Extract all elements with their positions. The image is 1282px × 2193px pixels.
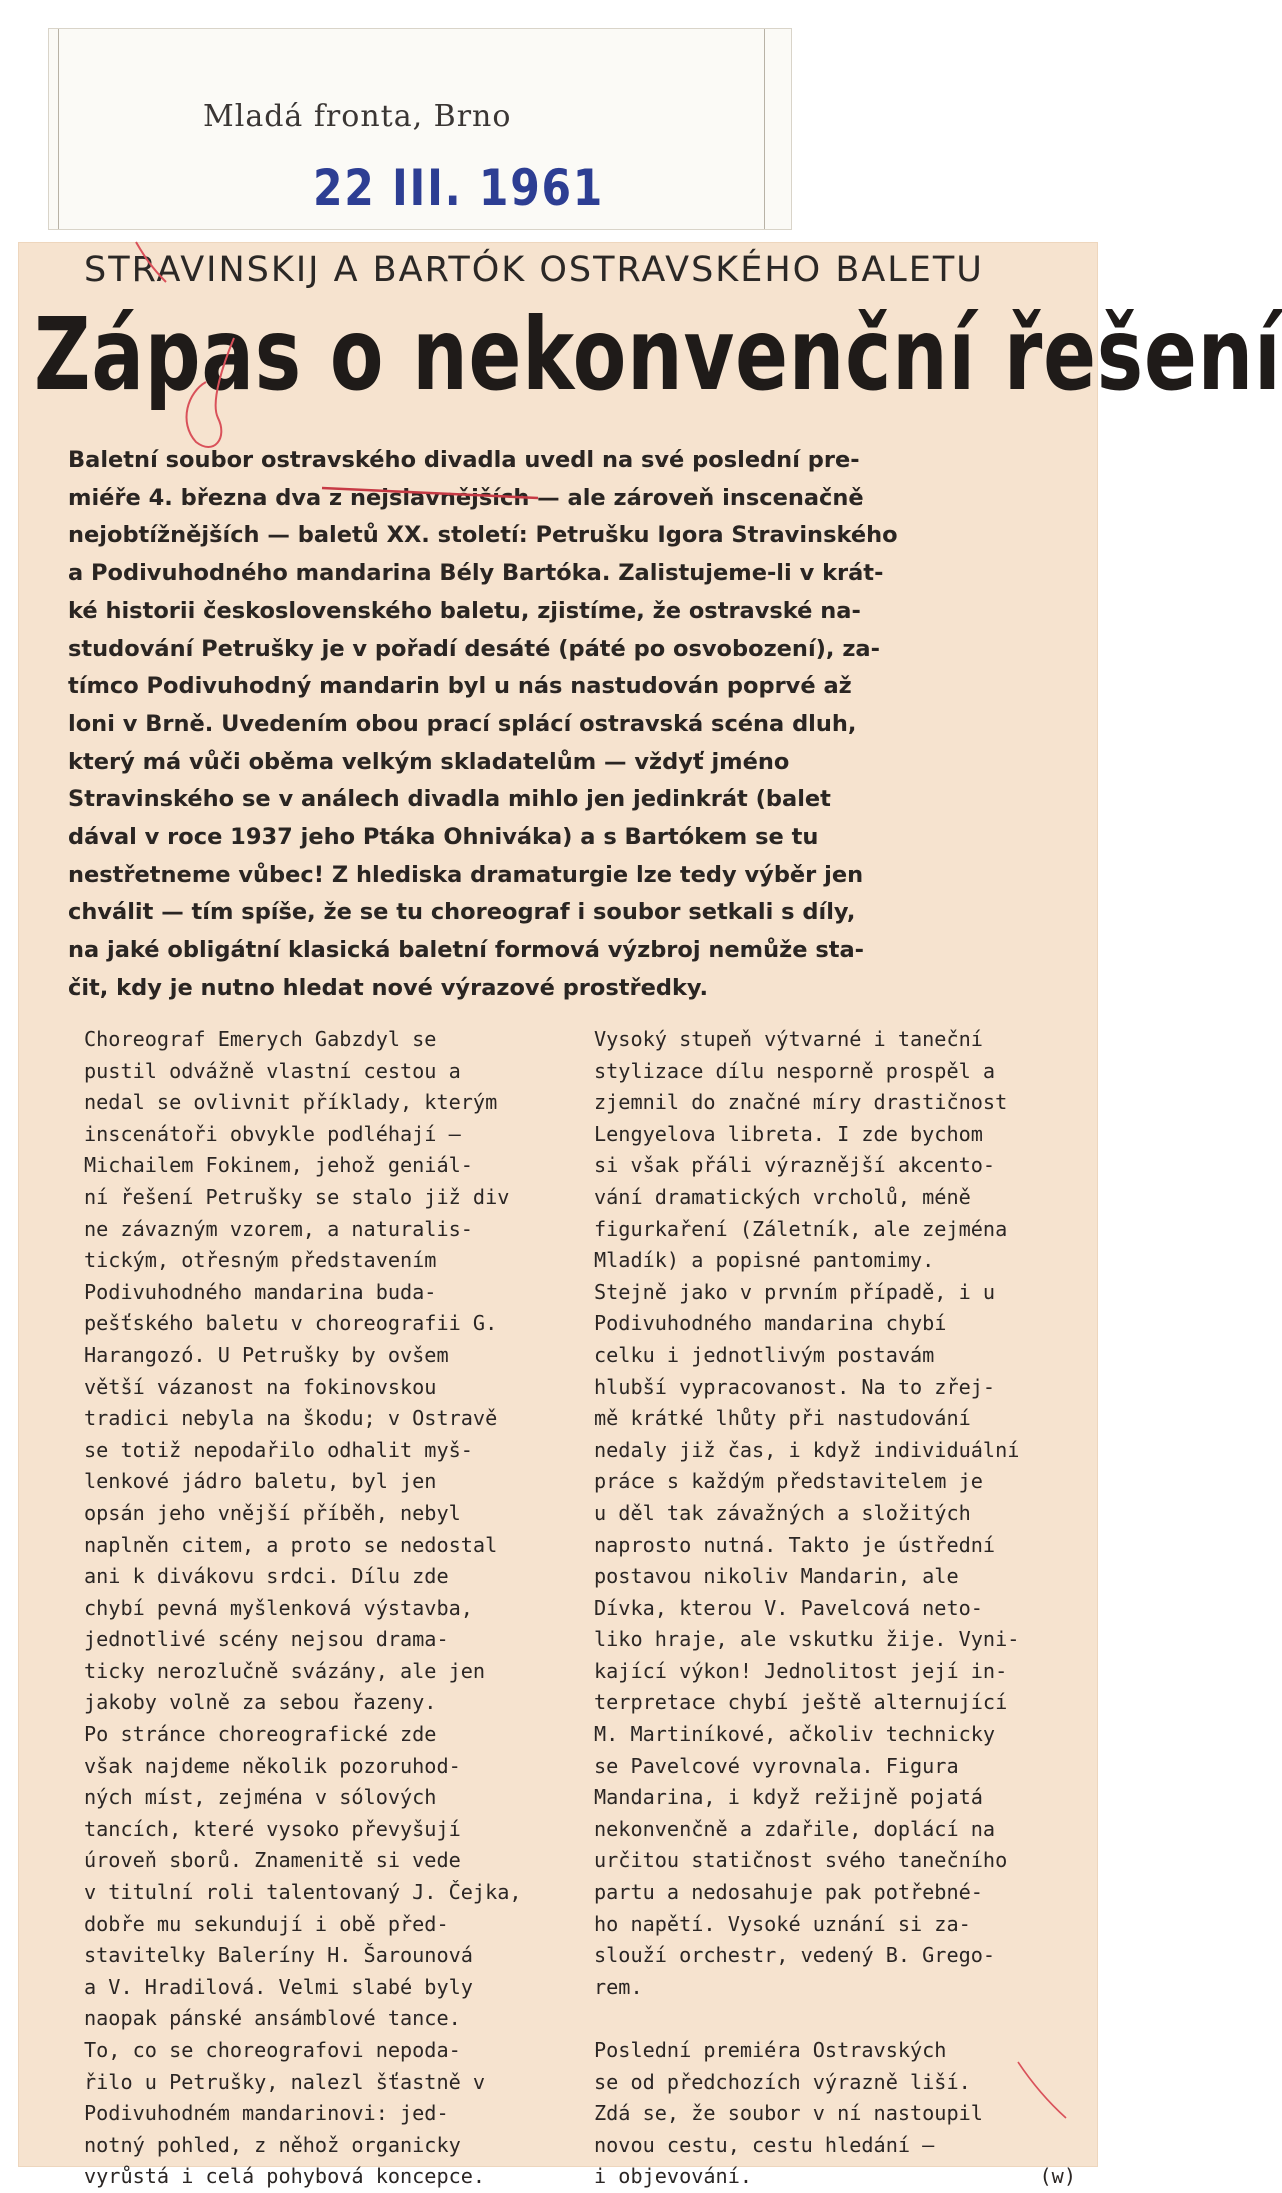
article-lead [68,442,1068,1008]
body-line: celku i jednotlivým postavám [594,1342,935,1367]
newspaper-clipping [18,242,1282,2189]
lead-line: nestřetneme vůbec! Z hlediska dramaturgie lze tedy výběr jen [68,861,864,888]
body-line: Michailem Fokinem, jehož geniál- [84,1153,473,1178]
lead-line: chválit — tím spíše, že se tu choreograf i soubor setkali s díly, [68,899,856,926]
body-line: Mladík) a popisné pantomimy. [594,1248,935,1273]
body-line: Poslední premiéra Ostravských [594,2038,947,2062]
body-line: Podivuhodného mandarina chybí [594,1311,947,1336]
body-line: opsán jeho vnější příběh, nebyl [84,1500,461,1525]
body-line: nedal se ovlivnit příklady, kterým [84,1090,498,1115]
article-column-left [84,1024,560,2193]
lead-line: miéře 4. března dva z nejslavnějších — ale zároveň inscenačně [68,484,864,511]
body-line: určitou statičnost svého tanečního [594,1848,1008,1873]
body-line: stavitelky Baleríny H. Šarounová [84,1943,473,1968]
lead-line: Baletní soubor ostravského divadla uvedl na své poslední pre- [68,447,860,473]
body-line: však najdeme několik pozoruhod- [84,1753,461,1778]
body-line: ticky nerozlučně svázány, ale jen [84,1658,486,1683]
body-line: vání dramatických vrcholů, méně [594,1184,971,1209]
body-line: dobře mu sekundují i obě před- [84,1911,449,1936]
body-line: se totiž nepodařilo odhalit myš- [84,1437,473,1462]
card-rule-left [58,29,59,229]
body-line: si však přáli výraznější akcento- [594,1153,996,1178]
body-line: nedaly již čas, i když individuální [594,1437,1020,1462]
body-line: naplněn citem, a proto se nedostal [84,1532,498,1557]
body-line: chybí pevná myšlenková výstavba, [84,1595,473,1620]
body-line: inscenátoři obvykle podléhají — [84,1121,461,1146]
lead-line: ké historii československého baletu, zjistíme, že ostravské na- [68,597,861,624]
source-label-card [48,28,792,230]
body-line: stylizace dílu nesporně prospěl a [594,1058,996,1083]
body-line: Stejně jako v prvním případě, i u [594,1279,996,1304]
body-line [594,2003,1076,2035]
article-kicker: STRAVINSKIJ A BARTÓK OSTRAVSKÉHO BALETU [84,250,984,290]
body-line: jednotlivé scény nejsou drama- [84,1627,449,1652]
body-line: M. Martiníkové, ačkoliv technicky [594,1722,996,1747]
body-line: kající výkon! Jednolitost její in- [594,1658,1008,1683]
lead-line: Stravinského se v análech divadla mihlo jen jedinkrát (balet [68,786,831,813]
lead-line: tímco Podivuhodný mandarin byl u nás nastudován poprvé až [68,673,852,700]
article-column-right [594,1024,1076,2193]
body-line: figurkaření (Záletník, ale zejména [594,1216,1008,1241]
card-rule-right [764,29,765,229]
body-line: naopak pánské ansámblové tance. [84,2006,461,2031]
lead-line: dával v roce 1937 jeho Ptáka Ohniváka) a s Bartókem se tu [68,824,819,851]
body-line: Mandarina, i když režijně pojatá [594,1785,983,1810]
body-line: vyrůstá i celá pohybová koncepce. [84,2164,486,2189]
body-line: jakoby volně za sebou řazeny. [84,1690,437,1715]
body-line: ani k divákovu srdci. Dílu zde [84,1564,449,1589]
body-line: Podivuhodném mandarinovi: jed- [84,2101,449,2126]
body-line: i objevování. (w) [594,2161,1076,2193]
body-line: ných míst, zejména v sólových [84,1785,437,1810]
body-line: pustil odvážně vlastní cestou a [84,1058,461,1083]
publication-name: Mladá fronta, Brno [203,99,512,134]
body-line: ho napětí. Vysoké uznání si za- [594,1911,971,1936]
body-line: ní řešení Petrušky se stalo již div [84,1184,510,1209]
body-line: partu a nedosahuje pak potřebné- [594,1880,983,1905]
body-line: a V. Hradilová. Velmi slabé byly [84,1974,473,1999]
body-line: Choreograf Emerych Gabzdyl se [84,1027,437,1051]
body-line: postavou nikoliv Mandarin, ale [594,1564,959,1589]
lead-line: a Podivuhodného mandarina Bély Bartóka. Zalistujeme-li v krát- [68,560,884,587]
lead-line: studování Petrušky je v pořadí desáté (páté po osvobození), za- [68,635,880,662]
lead-line: čit, kdy je nutno hledat nové výrazové prostředky. [68,974,709,1001]
body-line: liko hraje, ale vskutku žije. Vyni- [594,1627,1020,1652]
date-stamp: 22 III. 1961 [313,159,605,217]
author-signature: (w) [1039,2164,1076,2189]
body-line: terpretace chybí ještě alternující [594,1690,1008,1715]
body-line: slouží orchestr, vedený B. Grego- [594,1943,996,1968]
body-line: rem. [594,1974,643,1999]
body-line: Podivuhodného mandarina buda- [84,1279,437,1304]
lead-line: nejobtížnějších — baletů XX. století: Petrušku Igora Stravinského [68,522,898,549]
body-line: se od předchozích výrazně liší. [594,2069,971,2094]
lead-line: loni v Brně. Uvedením obou prací splácí ostravská scéna dluh, [68,710,857,737]
body-line: tradici nebyla na škodu; v Ostravě [84,1406,498,1431]
lead-line: který má vůči oběma velkým skladatelům — vždyť jméno [68,748,790,775]
body-line: novou cestu, cestu hledání — [594,2132,935,2157]
lead-line: na jaké obligátní klasická baletní formová výzbroj nemůže sta- [68,937,865,964]
body-line: ne závazným vzorem, a naturalis- [84,1216,473,1241]
body-line: se Pavelcové vyrovnala. Figura [594,1753,959,1778]
body-line: práce s každým představitelem je [594,1469,983,1494]
body-line: pešťského baletu v choreografii G. [84,1311,498,1336]
body-line: větší vázanost na fokinovskou [84,1374,437,1399]
body-line: nekonvenčně a zdařile, doplácí na [594,1816,996,1841]
body-line: v titulní roli talentovaný J. Čejka, [84,1880,522,1905]
body-line: hlubší vypracovanost. Na to zřej- [594,1374,996,1399]
body-line: u děl tak závažných a složitých [594,1500,971,1525]
body-line: naprosto nutná. Takto je ústřední [594,1532,996,1557]
body-line: Zdá se, že soubor v ní nastoupil [594,2101,983,2126]
body-line: úroveň sborů. Znamenitě si vede [84,1848,461,1873]
body-line: Harangozó. U Petrušky by ovšem [84,1342,449,1367]
body-line: zjemnil do značné míry drastičnost [594,1090,1008,1115]
body-line: Vysoký stupeň výtvarné i taneční [594,1027,983,1051]
body-line: Dívka, kterou V. Pavelcová neto- [594,1595,983,1620]
body-line: mě krátké lhůty při nastudování [594,1406,971,1431]
body-line: tickým, otřesným představením [84,1248,437,1273]
article-headline: Zápas o nekonvenční řešení [34,296,1282,413]
body-line: Lengyelova libreta. I zde bychom [594,1121,983,1146]
body-line: tancích, které vysoko převyšují [84,1816,461,1841]
body-line: řilo u Petrušky, nalezl šťastně v [84,2069,486,2094]
body-line: lenkové jádro baletu, byl jen [84,1469,437,1494]
body-line: To, co se choreografovi nepoda- [84,2038,461,2062]
body-line: notný pohled, z něhož organicky [84,2132,461,2157]
body-line: Po stránce choreografické zde [84,1722,437,1747]
